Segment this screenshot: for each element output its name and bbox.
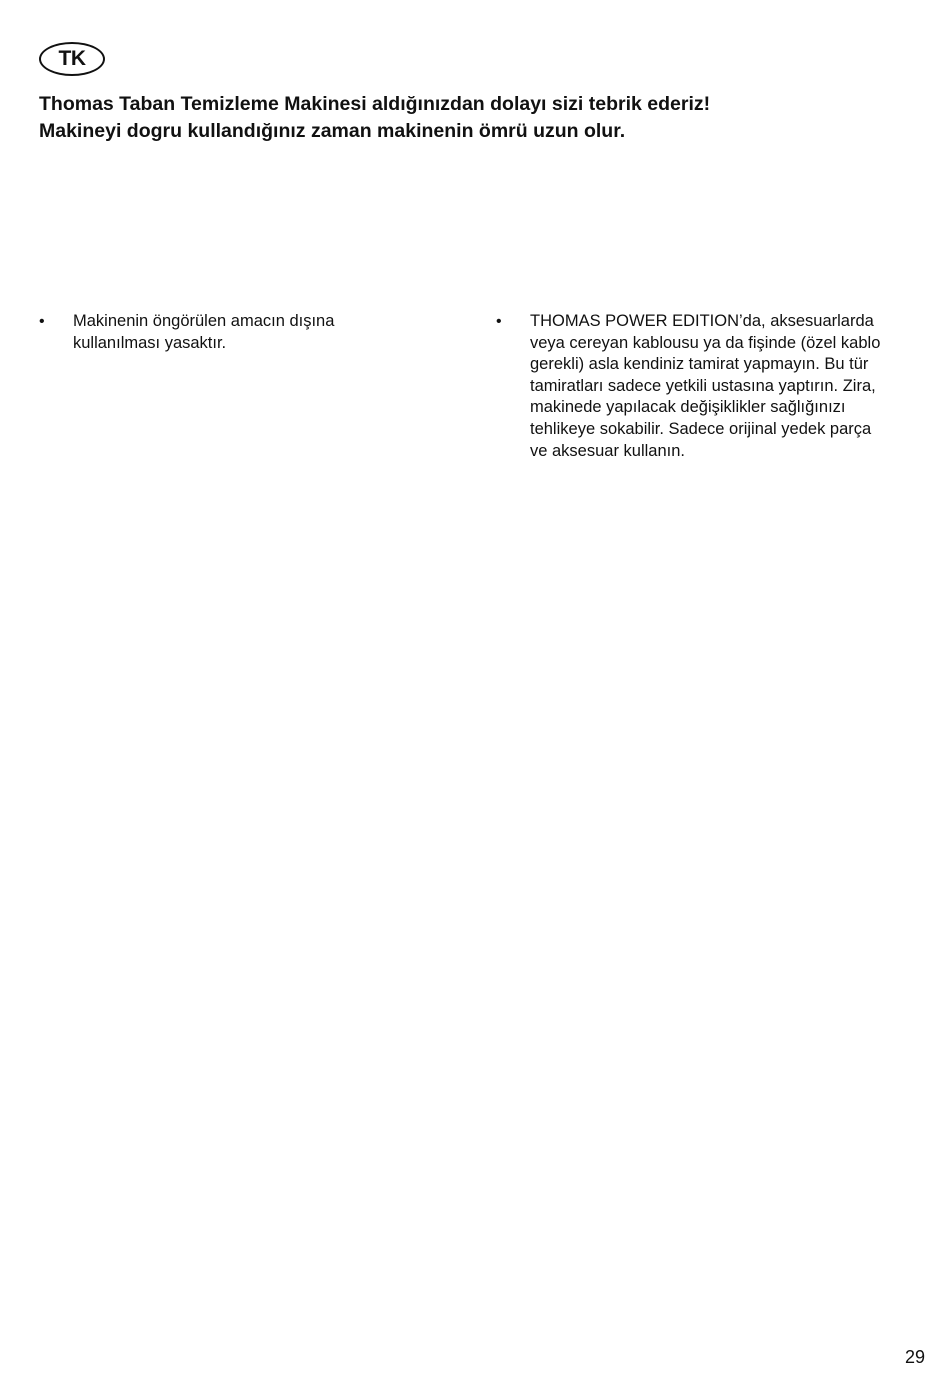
page-number: 29 <box>904 1347 925 1367</box>
intro-line-2: Makineyi dogru kullandığınız zaman makinenin ömrü uzun olur. <box>39 120 626 142</box>
bullet-text-line-2: kullanılması yasaktır. <box>73 333 227 352</box>
bullet-icon: • <box>39 313 45 330</box>
left-column <box>39 311 369 354</box>
bullet-text-line-5: makinede yapılacak değişiklikler sağlığınızı <box>530 398 846 417</box>
bullet-text-line-7: ve aksesuar kullanın. <box>530 441 686 460</box>
bullet-icon: • <box>496 313 502 330</box>
language-badge: TK <box>39 42 105 76</box>
intro-heading <box>39 91 919 145</box>
bullet-text-line-1: THOMAS POWER EDITION’da, aksesuarlarda <box>530 312 874 330</box>
bullet-text-line-3: gerekli) asla kendiniz tamirat yapmayın. Bu tür <box>530 355 869 374</box>
right-column <box>496 311 916 462</box>
list-item-repair-warning <box>496 311 916 462</box>
bullet-text-line-1: Makinenin öngörülen amacın dışına <box>73 312 335 330</box>
bullet-text-line-6: tehlikeye sokabilir. Sadece orijinal yedek parça <box>530 419 872 438</box>
bullet-text-line-4: tamiratları sadece yetkili ustasına yaptırın. Zira, <box>530 376 876 395</box>
list-item-usage-warning <box>39 311 369 354</box>
intro-line-1: Thomas Taban Temizleme Makinesi aldığınızdan dolayı sizi tebrik ederiz! <box>39 93 711 115</box>
bullet-text-line-2: veya cereyan kablousu ya da fişinde (özel kablo <box>530 333 881 352</box>
